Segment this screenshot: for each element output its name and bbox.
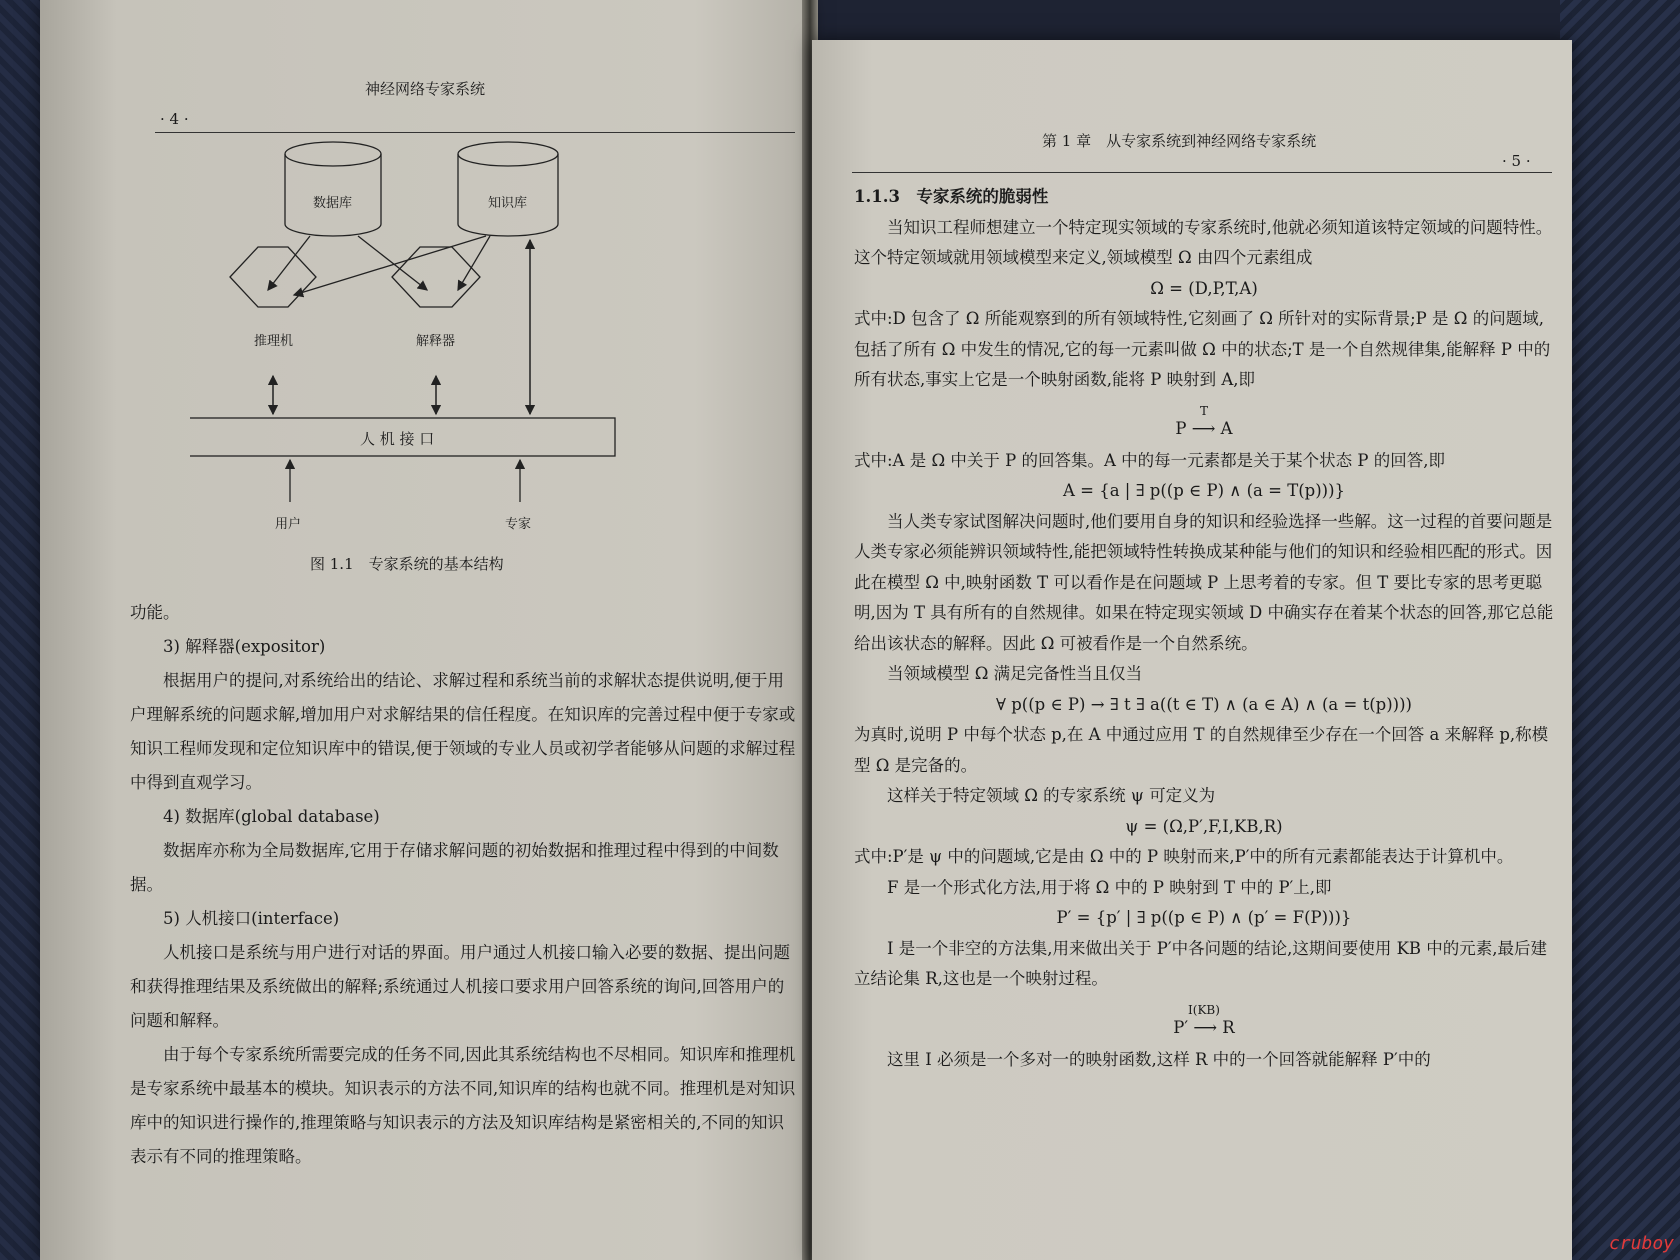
knowledge-base-label: 知识库 — [488, 196, 528, 211]
explainer-hexagon — [392, 247, 480, 307]
formula-text: P ⟶ A — [1175, 418, 1233, 438]
paragraph: 式中:A 是 Ω 中关于 P 的回答集。A 中的每一元素都是关于某个状态 P 的回答,即 — [854, 450, 1445, 470]
paragraph: 式中:P′是 ψ 中的问题域,它是由 Ω 中的 P 映射而来,P′中的所有元素都能表达于计算机中。 — [854, 847, 1514, 866]
formula — [854, 404, 1554, 440]
left-book-page — [40, 0, 810, 1260]
paragraph: 这里 I 必须是一个多对一的映射函数,这样 R 中的一个回答就能解释 P′中的 — [887, 1049, 1431, 1069]
right-page-number: · 5 · — [1502, 152, 1531, 170]
arrow-label: T — [1199, 403, 1208, 418]
expert-label: 专家 — [505, 517, 532, 532]
paragraph: 这样关于特定领域 Ω 的专家系统 ψ 可定义为 — [887, 786, 1216, 805]
paragraph: 人机接口是系统与用户进行对话的界面。用户通过人机接口输入必要的数据、提出问题和获得推理结果及系统做出的解释;系统通过人机接口要求用户回答系统的询问,回答用户的问题和解释。 — [130, 943, 790, 1030]
background-fabric-right — [1560, 0, 1680, 1260]
diagram-canvas — [190, 140, 710, 580]
paragraph: 式中:D 包含了 Ω 所能观察到的所有领域特性,它刻画了 Ω 所针对的实际背景;P 是 Ω 的问题域,包括了所有 Ω 中发生的情况,它的每一元素叫做 Ω 中的状态;T 是一个自然规律集,能解释 P 中的所有状态,事实上它是一个映射函数,能将 P 映射到 A,即 — [854, 309, 1551, 389]
formula: P′ = {p′ | ∃ p((p ∈ P) ∧ (p′ = F(P)))} — [1056, 908, 1352, 927]
right-header-title: 第 1 章 从专家系统到神经网络专家系统 — [1042, 132, 1317, 150]
left-page-number: · 4 · — [160, 110, 189, 128]
knowledge-base-cylinder-shape — [458, 142, 558, 236]
paragraph: 根据用户的提问,对系统给出的结论、求解过程和系统当前的求解状态提供说明,便于用户理解系统的问题求解,增加用户对求解结果的信任程度。在知识库的完善过程中便于专家或知识工程师发现和定位知识库中的错误,便于领域的专业人员或初学者能够从问题的求解过程中得到直观学习。 — [130, 671, 796, 792]
formula: Ω = (D,P,T,A) — [1150, 278, 1258, 298]
left-header-rule — [155, 132, 795, 133]
left-header-title: 神经网络专家系统 — [365, 80, 486, 98]
left-body-text — [130, 596, 800, 1174]
right-header-rule — [852, 172, 1552, 173]
arrow-label: I(KB) — [1188, 1002, 1220, 1017]
right-body-lines — [854, 213, 1554, 1076]
paragraph: 功能。 — [130, 603, 180, 622]
user-label: 用户 — [275, 517, 302, 532]
database-label: 数据库 — [313, 196, 353, 211]
formula — [854, 1003, 1554, 1039]
formula: A = {a | ∃ p((p ∈ P) ∧ (a = T(p)))} — [1062, 481, 1346, 500]
paragraph: I 是一个非空的方法集,用来做出关于 P′中各问题的结论,这期间要使用 KB 中的元素,最后建立结论集 R,这也是一个映射过程。 — [854, 938, 1548, 988]
subheading-interface: 5) 人机接口(interface) — [163, 909, 340, 928]
figure-caption: 图 1.1 专家系统的基本结构 — [310, 555, 504, 573]
formula: ψ = (Ω,P′,F,I,KB,R) — [1125, 816, 1283, 836]
subheading-database: 4) 数据库(global database) — [163, 807, 380, 826]
hmi-label: 人 机 接 口 — [360, 430, 435, 448]
right-book-page — [812, 40, 1572, 1260]
watermark-text: cruboy — [1608, 1233, 1674, 1254]
subheading-explainer: 3) 解释器(expositor) — [163, 637, 326, 656]
paragraph: 当领域模型 Ω 满足完备性当且仅当 — [887, 664, 1143, 683]
paragraph: 为真时,说明 P 中每个状态 p,在 A 中通过应用 T 的自然规律至少存在一个回答 a 来解释 p,称模型 Ω 是完备的。 — [854, 725, 1549, 775]
inference-engine-label: 推理机 — [254, 334, 294, 349]
right-body-text — [854, 182, 1554, 1075]
formula-text: P′ ⟶ R — [1173, 1017, 1235, 1037]
formula: ∀ p((p ∈ P) → ∃ t ∃ a((t ∈ T) ∧ (a ∈ A) ∧ (a = t(p)))) — [996, 694, 1412, 714]
paragraph: 数据库亦称为全局数据库,它用于存储求解问题的初始数据和推理过程中得到的中间数据。 — [130, 841, 779, 894]
paragraph: 当人类专家试图解决问题时,他们要用自身的知识和经验选择一些解。这一过程的首要问题是人类专家必须能辨识领域特性,能把领域特性转换成某种能与他们的知识和经验相匹配的形式。因此在模型 Ω 中,映射函数 T 可以看作是在问题域 P 上思考着的专家。但 T 要比专家的思考更聪明,因为 T 具有所有的自然规律。如果在特定现实领域 D 中确实存在着某个状态的回答,那它总能给出该状态的解释。因此 Ω 可被看作是一个自然系统。 — [854, 511, 1554, 653]
explainer-label: 解释器 — [416, 334, 456, 349]
database-cylinder-shape — [285, 142, 381, 236]
inference-engine-hexagon — [230, 247, 316, 307]
paragraph: 当知识工程师想建立一个特定现实领域的专家系统时,他就必须知道该特定领域的问题特性。这个特定领域就用领域模型来定义,领域模型 Ω 由四个元素组成 — [854, 217, 1553, 267]
expert-system-structure-diagram — [190, 140, 710, 580]
paragraph: F 是一个形式化方法,用于将 Ω 中的 P 映射到 T 中的 P′上,即 — [887, 877, 1332, 897]
paragraph: 由于每个专家系统所需要完成的任务不同,因此其系统结构也不尽相同。知识库和推理机是专家系统中最基本的模块。知识表示的方法不同,知识库的结构也就不同。推理机是对知识库中的知识进行操作的,推理策略与知识表示的方法及知识库结构是紧密相关的,不同的知识表示有不同的推理策略。 — [130, 1045, 796, 1166]
section-title: 1.1.3 专家系统的脆弱性 — [854, 187, 1049, 206]
